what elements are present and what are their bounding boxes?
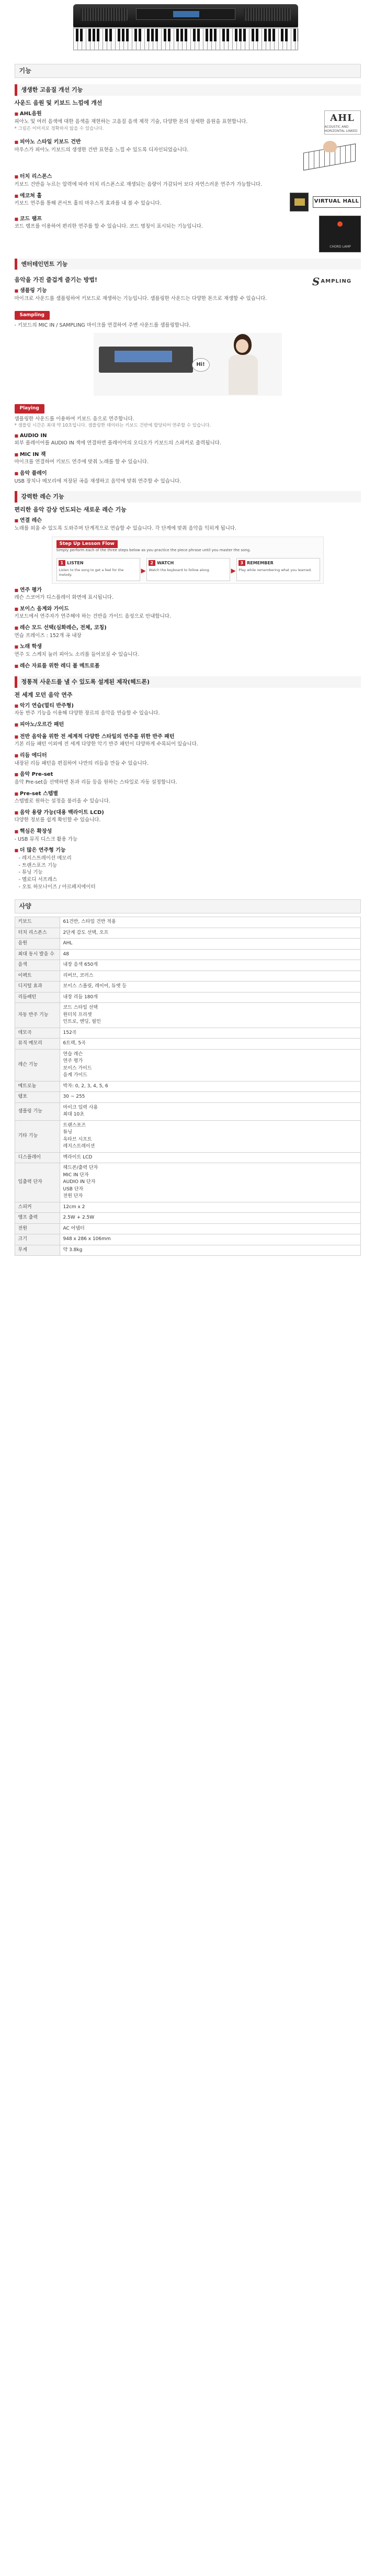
sec4-lead: 전 세계 모던 음악 연주	[14, 692, 73, 699]
spec-key: 전원	[15, 1223, 60, 1234]
spec-key: 디스플레이	[15, 1152, 60, 1163]
spec-value-line: 원터치 프리셋	[63, 1012, 92, 1018]
spec-value-line: AHL	[63, 941, 73, 946]
lesson-step-2: 2 WATCH Watch the keyboard to follow along.	[146, 558, 230, 581]
spec-row	[15, 1049, 360, 1081]
spec-row	[15, 1202, 360, 1213]
spec-key: 스피커	[15, 1202, 60, 1213]
spec-row	[15, 917, 360, 928]
playing-note: * 샘플링 시간은 최대 약 10초입니다. 샘플링한 데이터는 키보드 건반에 할당되어 연주할 수 있습니다.	[14, 423, 211, 429]
spec-value	[60, 1213, 360, 1224]
sec3-title: 강력한 레슨 기능	[15, 491, 361, 503]
speaker-right	[244, 8, 291, 21]
sec3-lead: 편리한 음악 감상 언도되는 새로운 레슨 기능	[14, 506, 127, 514]
spec-key: 샘플링 기능	[15, 1102, 60, 1120]
spec-header: 사양	[15, 899, 361, 913]
spec-value-line: 내장 리듬 180개	[63, 994, 98, 1000]
spec-key: 레슨 기능	[15, 1049, 60, 1081]
spec-row	[15, 1213, 360, 1224]
spec-key: 무게	[15, 1245, 60, 1256]
spec-value-line: 음계 가이드	[63, 1073, 87, 1078]
virtual-hall-logo: VIRTUAL HALL	[313, 196, 361, 208]
spec-row	[15, 1092, 360, 1103]
lesson-flow-image: Step Up Lesson Flow Simply perform each of the three steps below as you practice the piece phrase until you master the song. 1 LISTEN Listen to the song to get a feel for the melody. ▶ 2 WATCH Watch the keyboard to follow along. ▶ 3 REMEMBER Play while remembering what you learned.	[52, 537, 324, 584]
spec-value	[60, 971, 360, 982]
lesson-step-3: 3 REMEMBER Play while remembering what you learned.	[236, 558, 320, 581]
spec-value	[60, 992, 360, 1003]
spec-key: 메트로놈	[15, 1081, 60, 1092]
feature-metronome: ■ 레슨 자료를 위한 레디 볼 메트로폼	[15, 663, 361, 671]
spec-value	[60, 917, 360, 928]
spec-key: 앰프 출력	[15, 1213, 60, 1224]
singer-person	[224, 334, 261, 395]
feature-rhythm-editor: ■ 리듬 에디터 내장된 리듬 패턴을 편집하여 나만의 리듬을 만들 수 있습니다.	[15, 752, 361, 767]
feature-touch: ■ 터치 리스폰스 키보드 건반을 누르는 압력에 따라 터치 리스폰스로 재생되는 음량이 가감되어 보다 자연스러운 연주가 가능합니다.	[15, 173, 361, 188]
spec-value	[60, 960, 360, 971]
feature-hall: ■ 에코쳐 홀 키보드 연주를 통해 콘서트 홀의 마우스적 효과를 내 볼 수 있습니다. VIRTUAL HALL	[15, 193, 361, 211]
feature-audio-in: ■ AUDIO IN 외부 플레이어를 AUDIO IN 잭에 연결하면 플레이어의 오디오가 키보드의 스피커로 출력됩니다.	[15, 432, 361, 447]
spec-value	[60, 1234, 360, 1245]
lcd-screen	[173, 11, 199, 17]
spec-key: 크기	[15, 1234, 60, 1245]
spec-value-line: AUDIO IN 단자	[63, 1179, 96, 1185]
hero-product-image	[0, 0, 375, 58]
spec-value-line: 마이크 입력 사용	[63, 1105, 98, 1110]
spec-value-line: 옥타브 시프트	[63, 1136, 92, 1142]
spec-key: 디지털 효과	[15, 982, 60, 993]
spec-value	[60, 949, 360, 960]
sampling-badge: Sampling	[15, 311, 50, 320]
spec-row	[15, 992, 360, 1003]
sec1-lead: 사운드 음원 및 키보드 느낌에 개선	[14, 99, 103, 107]
spec-value-line: 전원 단자	[63, 1194, 83, 1199]
spec-value-line: 6트랙, 5곡	[63, 1041, 86, 1046]
spec-row	[15, 960, 360, 971]
spec-key: 이펙트	[15, 971, 60, 982]
spec-row	[15, 1245, 360, 1256]
spec-key: 최대 동시 발음 수	[15, 949, 60, 960]
spec-row	[15, 1223, 360, 1234]
spec-value-line: 연습 레슨	[63, 1051, 83, 1057]
sec4-title: 정통적 사운드를 낼 수 있도록 설계된 제작(헤드폰)	[15, 676, 361, 688]
spec-value-line: 48	[63, 951, 69, 957]
spec-value	[60, 1028, 360, 1039]
spec-value	[60, 1049, 360, 1081]
piano-hand-image	[298, 139, 361, 169]
spec-key: 자동 반주 기능	[15, 1003, 60, 1028]
spec-row	[15, 1003, 360, 1028]
spec-value	[60, 1152, 360, 1163]
feature-ahl: ■ AHL음원 피아노 및 여러 음색에 대한 음색을 재현하는 고음질 음색 제작 기술, 다양한 톤의 섬세한 음원을 표현합니다. * 그림은 이미지로 정확하지 않을 수 있습니다. AHL ACOUSTIC AND HORIZONTAL LINKED	[15, 110, 361, 135]
feature-lesson: ■ 연결 레슨 노래를 외울 수 있도록 도와주며 단계적으로 연습할 수 있습니다. 각 단계에 맞춰 음악을 익히게 됩니다.	[15, 517, 361, 532]
spec-value	[60, 1245, 360, 1256]
spec-row	[15, 939, 360, 950]
sec2-title: 엔터테인먼트 기능	[15, 259, 361, 270]
spec-value-line: 박자: 0, 2, 3, 4, 5, 6	[63, 1083, 108, 1089]
spec-value-line: 헤드폰/출력 단자	[63, 1165, 98, 1171]
spec-value-line: 30 ~ 255	[63, 1094, 85, 1100]
spec-row	[15, 982, 360, 993]
feature-preset-step: ■ Pre-set 스텝별 스텝별로 원하는 설정을 불러올 수 있습니다.	[15, 790, 361, 805]
spec-value	[60, 1092, 360, 1103]
spec-row	[15, 1120, 360, 1152]
spec-value	[60, 982, 360, 993]
spec-value-line: 12cm x 2	[63, 1204, 85, 1210]
keyboard-illustration	[73, 4, 298, 50]
spec-key: 뮤직 메모리	[15, 1039, 60, 1050]
spec-table	[15, 917, 361, 1256]
spec-key: 키보드	[15, 917, 60, 928]
spec-key: 입출력 단자	[15, 1163, 60, 1202]
spec-value-line: 최대 10초	[63, 1112, 84, 1118]
arrow-right-icon: ▶	[141, 566, 146, 574]
spec-value-line: 152곡	[63, 1030, 77, 1035]
ahl-logo: AHL ACOUSTIC AND HORIZONTAL LINKED	[324, 110, 361, 135]
feature-lcd: ■ 음악 용량 가능(대용 백라이트 LCD) 다양한 정보를 쉽게 확인할 수 있습니다.	[15, 809, 361, 824]
spec-value-line: 트랜스포즈	[63, 1122, 86, 1128]
spec-value	[60, 1081, 360, 1092]
spec-row	[15, 1234, 360, 1245]
feature-pattern: ■ 피아노/오르간 패턴	[15, 721, 361, 729]
spec-value-line: 보이스 가이드	[63, 1065, 92, 1071]
sampling-text: - 키보드의 MIC IN / SAMPLING 마이크를 연결하여 주변 사운드를 샘플링합니다.	[15, 322, 361, 329]
spec-row	[15, 1028, 360, 1039]
feature-keyboard: ■ 피아노 스타일 키보드 건반 마우스가 피아노 키보드의 생생한 건반 표현을 느낄 수 있도록 디자인되었습니다.	[15, 139, 361, 169]
playing-text: 샘플링한 사운드를 이용하여 키보드 음으로 연주합니다.	[14, 416, 134, 422]
spec-row	[15, 949, 360, 960]
chord-lamp-image: CHORD LAMP	[319, 216, 361, 252]
spec-value-line: 약 3.8kg	[63, 1247, 83, 1253]
spec-value	[60, 928, 360, 939]
sampling-photo	[94, 333, 282, 396]
spec-value	[60, 1003, 360, 1028]
spec-value-line: 보이스 스플릿, 레이어, 듀엣 등	[63, 984, 127, 989]
playing-badge: Playing	[15, 404, 44, 413]
spec-value-line: 코드 스타일 선택	[63, 1005, 98, 1011]
spec-key: 기타 기능	[15, 1120, 60, 1152]
feature-song: ■ 노래 학생 연주 도 스케치 눌러 피아노 소리를 들어보실 수 있습니다.	[15, 643, 361, 658]
spec-value-line: MIC IN 단자	[63, 1172, 89, 1178]
spec-row	[15, 1039, 360, 1050]
spec-row	[15, 928, 360, 939]
spec-value-line: 인트로, 엔딩, 필인	[63, 1019, 101, 1025]
feature-voice-guide: ■ 보이스 음계와 가이드 키보드에서 연주자가 연주해야 하는 건반을 가이드 음성으로 안내합니다.	[15, 606, 361, 620]
feature-music-play: ■ 음악 플레이 USB 장치나 메모리에 저장된 곡을 재생하고 음악에 맞춰 연주할 수 있습니다.	[15, 470, 361, 485]
features-header: 기능	[15, 64, 361, 78]
spec-value	[60, 1039, 360, 1050]
spec-key: 데모곡	[15, 1028, 60, 1039]
spec-row	[15, 1102, 360, 1120]
feature-lesson-mode: ■ 레슨 모드 선택(심화레슨, 전체, 코칭) 연습 프레이즈 : 152개 곡 내장	[15, 625, 361, 639]
spec-value-line: 2.5W + 2.5W	[63, 1215, 95, 1221]
spec-value	[60, 1202, 360, 1213]
spec-value-line: 연주 평가	[63, 1058, 83, 1064]
spec-key: 리듬패턴	[15, 992, 60, 1003]
black-keys	[73, 29, 298, 41]
spec-key: 템포	[15, 1092, 60, 1103]
spec-value-line: USB 단자	[63, 1186, 84, 1192]
hall-button-image	[290, 193, 309, 211]
spec-value	[60, 1120, 360, 1152]
feature-world: ■ 전반 음악을 위한 전 세계적 다양한 스타일의 연주를 위한 반주 패턴 기본 리듬 패턴 이외에 전 세계 다양한 악기 반주 패턴이 다양하게 수록되어 있습니다.	[15, 733, 361, 748]
arrow-right-icon: ▶	[231, 566, 236, 574]
spec-value-line: 튜닝	[63, 1130, 72, 1135]
feature-sampling: ■ 샘플링 기능 마이크로 사운드를 샘플링하여 키보드로 재생하는 기능입니다. 샘플링한 사운드는 다양한 톤으로 재생할 수 있습니다.	[15, 287, 297, 302]
spec-value	[60, 1223, 360, 1234]
spec-value-line: 61건반, 스타일 건반 적용	[63, 919, 116, 925]
sec2-lead: 음악을 가진 즐겁게 즐기는 방법!	[14, 276, 97, 284]
speech-bubble: Hi!	[192, 358, 210, 372]
spec-value	[60, 1102, 360, 1120]
spec-row	[15, 1081, 360, 1092]
feature-chord: ■ 코드 램프 코드 램프를 이용하여 편리한 연주를 할 수 있습니다. 코드 명칭이 표시되는 기능입니다. CHORD LAMP	[15, 216, 361, 252]
lesson-step-1: 1 LISTEN Listen to the song to get a feel for the melody.	[56, 558, 140, 581]
spec-key: 터치 리스폰스	[15, 928, 60, 939]
feature-expand: ■ 핵심은 확장성 - USB 뮤직 디스크 활용 가능	[15, 828, 361, 843]
spec-value-line: 레지스트레이션	[63, 1144, 95, 1150]
spec-row	[15, 1163, 360, 1202]
spec-key: 음원	[15, 939, 60, 950]
sampling-logo: S AMPLING	[312, 275, 352, 288]
feature-preset: ■ 음악 Pre-set 음악 Pre-set을 선택하면 톤과 리듬 등을 원하는 스타일로 자동 설정합니다.	[15, 771, 361, 786]
spec-value-line: 내장 음색 650개	[63, 962, 98, 968]
spec-value	[60, 1163, 360, 1202]
spec-value-line: 948 x 286 x 106mm	[63, 1236, 111, 1242]
spec-value-line: AC 어댑터	[63, 1225, 85, 1231]
sec1-title: 생생한 고음질 개선 기능	[15, 84, 361, 96]
spec-value-line: 2단계 감도 선택, 오프	[63, 930, 109, 935]
spec-value	[60, 939, 360, 950]
feature-accomp: ■ 악기 연습(멀티 반주형) 자동 반주 기능을 이용해 다양한 장르의 음악을 연습할 수 있습니다.	[15, 702, 361, 717]
control-panel	[136, 8, 235, 20]
spec-value-line: 리버브, 코러스	[63, 973, 94, 978]
feature-mic-in: ■ MIC IN 잭 마이크를 연결하여 키보드 연주에 맞춰 노래를 할 수 있습니다.	[15, 451, 361, 466]
spec-key: 음색	[15, 960, 60, 971]
spec-value-line: 백라이트 LCD	[63, 1154, 93, 1160]
spec-row	[15, 971, 360, 982]
speaker-left	[81, 8, 128, 21]
feature-more: ■ 더 많은 연주형 기능 - 레지스트레이션 메모리 - 트랜스포즈 기능 - 튜닝 기능 - 멜로디 서프레스 - 오토 하모나이즈 / 아르페지에이터	[15, 847, 361, 890]
spec-row	[15, 1152, 360, 1163]
feature-eval: ■ 연주 평가 레슨 스코어가 디스플레이 화면에 표시됩니다.	[15, 587, 361, 601]
